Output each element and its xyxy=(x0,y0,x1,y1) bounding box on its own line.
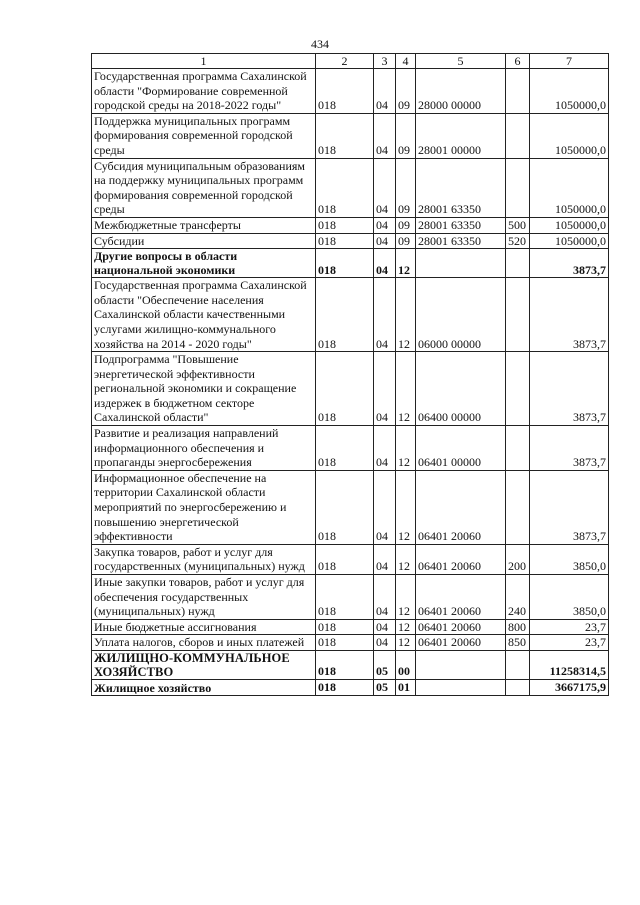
row-vr-cell xyxy=(506,470,530,544)
row-csr-cell: 28001 00000 xyxy=(416,113,506,158)
row-amount-cell: 3873,7 xyxy=(530,278,609,352)
row-amount-cell: 3667175,9 xyxy=(530,679,609,695)
table-row xyxy=(92,217,609,233)
row-pr-cell: 12 xyxy=(396,575,416,620)
row-name-cell: Уплата налогов, сборов и иных платежей xyxy=(92,635,316,651)
row-pr-cell: 12 xyxy=(396,619,416,635)
row-pr-cell: 12 xyxy=(396,426,416,471)
row-amount-cell: 1050000,0 xyxy=(530,113,609,158)
row-amount-cell: 3873,7 xyxy=(530,470,609,544)
row-ved-cell: 018 xyxy=(316,69,374,114)
table-row xyxy=(92,679,609,695)
row-ved-cell: 018 xyxy=(316,470,374,544)
row-vr-cell xyxy=(506,679,530,695)
row-name-cell: Государственная программа Сахалинской области "Обеспечение населения Сахалинской области качественными услугами жилищно-коммунального хозяйства на 2014 - 2020 годы" xyxy=(92,278,316,352)
row-name-cell: Государственная программа Сахалинской области "Формирование современной городской среды на 2018-2022 годы" xyxy=(92,69,316,114)
row-vr-cell xyxy=(506,249,530,278)
row-ved-cell: 018 xyxy=(316,158,374,217)
row-csr-cell: 28001 63350 xyxy=(416,158,506,217)
row-rz-cell: 04 xyxy=(374,619,396,635)
header-cell-pr: 4 xyxy=(396,54,416,69)
header-cell-vr: 6 xyxy=(506,54,530,69)
table-row xyxy=(92,278,609,352)
row-pr-cell: 09 xyxy=(396,69,416,114)
row-ved-cell: 018 xyxy=(316,217,374,233)
row-name-cell: Субсидии xyxy=(92,233,316,249)
row-pr-cell: 12 xyxy=(396,352,416,426)
row-amount-cell: 3873,7 xyxy=(530,352,609,426)
row-csr-cell: 06401 00000 xyxy=(416,426,506,471)
row-rz-cell: 04 xyxy=(374,544,396,574)
row-rz-cell: 04 xyxy=(374,470,396,544)
table-row xyxy=(92,233,609,249)
row-name-cell: Поддержка муниципальных программ формирования современной городской среды xyxy=(92,113,316,158)
row-csr-cell: 06401 20060 xyxy=(416,635,506,651)
row-amount-cell: 3873,7 xyxy=(530,426,609,471)
row-name-cell: Другие вопросы в области национальной экономики xyxy=(92,249,316,278)
row-csr-cell xyxy=(416,249,506,278)
row-amount-cell: 11258314,5 xyxy=(530,650,609,679)
table-row xyxy=(92,113,609,158)
row-pr-cell: 12 xyxy=(396,544,416,574)
row-ved-cell: 018 xyxy=(316,544,374,574)
row-amount-cell: 1050000,0 xyxy=(530,69,609,114)
row-ved-cell: 018 xyxy=(316,352,374,426)
row-amount-cell: 3850,0 xyxy=(530,544,609,574)
row-ved-cell: 018 xyxy=(316,233,374,249)
row-amount-cell: 1050000,0 xyxy=(530,233,609,249)
row-vr-cell xyxy=(506,113,530,158)
row-csr-cell: 06401 20060 xyxy=(416,544,506,574)
row-name-cell: ЖИЛИЩНО-КОММУНАЛЬНОЕ ХОЗЯЙСТВО xyxy=(92,650,316,679)
row-pr-cell: 01 xyxy=(396,679,416,695)
row-name-cell: Жилищное хозяйство xyxy=(92,679,316,695)
row-pr-cell: 09 xyxy=(396,217,416,233)
row-pr-cell: 09 xyxy=(396,113,416,158)
row-ved-cell: 018 xyxy=(316,650,374,679)
table-row xyxy=(92,575,609,620)
row-rz-cell: 04 xyxy=(374,635,396,651)
header-cell-amount: 7 xyxy=(530,54,609,69)
row-vr-cell xyxy=(506,426,530,471)
row-vr-cell: 520 xyxy=(506,233,530,249)
table-row xyxy=(92,249,609,278)
row-vr-cell xyxy=(506,352,530,426)
row-rz-cell: 04 xyxy=(374,69,396,114)
table-row xyxy=(92,470,609,544)
row-name-cell: Субсидия муниципальным образованиям на поддержку муниципальных программ формирования современной городской среды xyxy=(92,158,316,217)
row-pr-cell: 00 xyxy=(396,650,416,679)
row-vr-cell: 200 xyxy=(506,544,530,574)
row-vr-cell: 240 xyxy=(506,575,530,620)
row-name-cell: Развитие и реализация направлений информационного обеспечения и пропаганды энергосбережения xyxy=(92,426,316,471)
row-csr-cell: 06401 20060 xyxy=(416,619,506,635)
row-rz-cell: 05 xyxy=(374,650,396,679)
row-rz-cell: 04 xyxy=(374,217,396,233)
table-row xyxy=(92,426,609,471)
row-amount-cell: 3873,7 xyxy=(530,249,609,278)
row-rz-cell: 04 xyxy=(374,233,396,249)
row-vr-cell xyxy=(506,650,530,679)
row-csr-cell: 28001 63350 xyxy=(416,233,506,249)
row-vr-cell xyxy=(506,278,530,352)
row-vr-cell: 850 xyxy=(506,635,530,651)
row-amount-cell: 23,7 xyxy=(530,635,609,651)
row-csr-cell: 06000 00000 xyxy=(416,278,506,352)
row-rz-cell: 04 xyxy=(374,352,396,426)
row-pr-cell: 12 xyxy=(396,635,416,651)
table-row xyxy=(92,635,609,651)
row-rz-cell: 04 xyxy=(374,249,396,278)
row-name-cell: Подпрограмма "Повышение энергетической эффективности региональной экономики и сокращение издержек в бюджетном секторе Сахалинской области" xyxy=(92,352,316,426)
row-name-cell: Закупка товаров, работ и услуг для государственных (муниципальных) нужд xyxy=(92,544,316,574)
budget-table xyxy=(91,53,609,696)
row-csr-cell: 06400 00000 xyxy=(416,352,506,426)
row-csr-cell xyxy=(416,650,506,679)
row-ved-cell: 018 xyxy=(316,249,374,278)
row-ved-cell: 018 xyxy=(316,426,374,471)
header-cell-ved: 2 xyxy=(316,54,374,69)
row-pr-cell: 09 xyxy=(396,158,416,217)
table-row xyxy=(92,544,609,574)
table-row xyxy=(92,352,609,426)
header-cell-name: 1 xyxy=(92,54,316,69)
row-vr-cell: 800 xyxy=(506,619,530,635)
row-pr-cell: 12 xyxy=(396,470,416,544)
header-cell-rz: 3 xyxy=(374,54,396,69)
table-row xyxy=(92,69,609,114)
row-ved-cell: 018 xyxy=(316,619,374,635)
row-csr-cell xyxy=(416,679,506,695)
row-csr-cell: 06401 20060 xyxy=(416,470,506,544)
row-ved-cell: 018 xyxy=(316,635,374,651)
row-csr-cell: 28000 00000 xyxy=(416,69,506,114)
row-rz-cell: 04 xyxy=(374,575,396,620)
row-rz-cell: 05 xyxy=(374,679,396,695)
header-cell-csr: 5 xyxy=(416,54,506,69)
row-ved-cell: 018 xyxy=(316,113,374,158)
table-row xyxy=(92,619,609,635)
row-ved-cell: 018 xyxy=(316,278,374,352)
table-row xyxy=(92,650,609,679)
row-ved-cell: 018 xyxy=(316,575,374,620)
row-rz-cell: 04 xyxy=(374,278,396,352)
row-amount-cell: 1050000,0 xyxy=(530,158,609,217)
row-name-cell: Межбюджетные трансферты xyxy=(92,217,316,233)
row-amount-cell: 3850,0 xyxy=(530,575,609,620)
row-ved-cell: 018 xyxy=(316,679,374,695)
row-name-cell: Информационное обеспечение на территории Сахалинской области мероприятий по энергосбережению и повышению энергетической эффективности xyxy=(92,470,316,544)
row-rz-cell: 04 xyxy=(374,113,396,158)
row-csr-cell: 06401 20060 xyxy=(416,575,506,620)
row-csr-cell: 28001 63350 xyxy=(416,217,506,233)
row-pr-cell: 12 xyxy=(396,249,416,278)
row-amount-cell: 1050000,0 xyxy=(530,217,609,233)
row-rz-cell: 04 xyxy=(374,158,396,217)
row-vr-cell xyxy=(506,158,530,217)
row-name-cell: Иные бюджетные ассигнования xyxy=(92,619,316,635)
row-pr-cell: 09 xyxy=(396,233,416,249)
row-vr-cell: 500 xyxy=(506,217,530,233)
row-pr-cell: 12 xyxy=(396,278,416,352)
table-row xyxy=(92,158,609,217)
row-rz-cell: 04 xyxy=(374,426,396,471)
row-vr-cell xyxy=(506,69,530,114)
row-name-cell: Иные закупки товаров, работ и услуг для обеспечения государственных (муниципальных) нужд xyxy=(92,575,316,620)
row-amount-cell: 23,7 xyxy=(530,619,609,635)
page-number: 434 xyxy=(311,37,329,51)
header-row xyxy=(92,54,609,69)
